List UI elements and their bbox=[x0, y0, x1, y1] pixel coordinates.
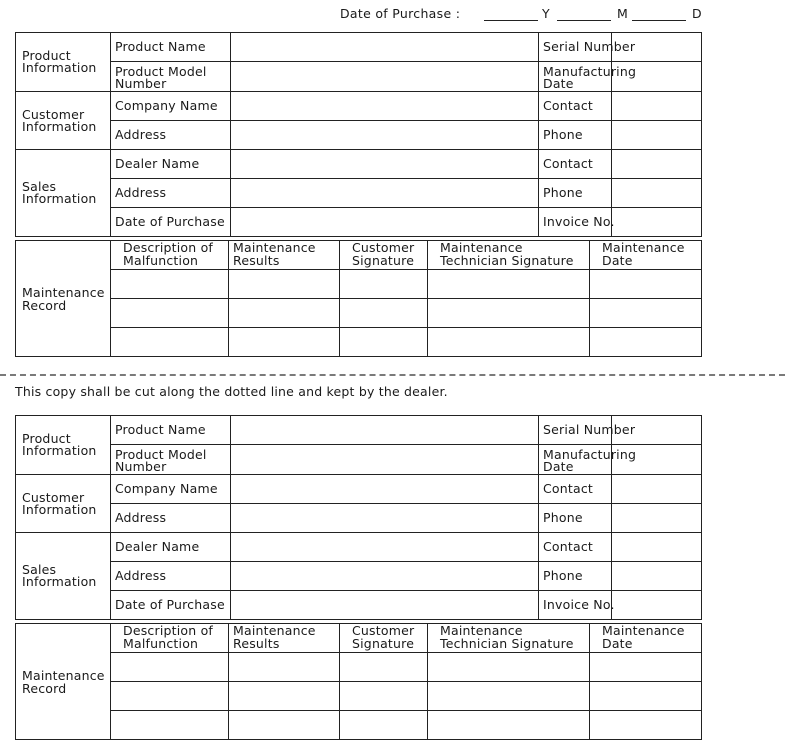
purchase-date-label: Date of Purchase bbox=[111, 208, 231, 237]
maintenance-date-header: Maintenance Date bbox=[590, 624, 702, 653]
year-input[interactable] bbox=[484, 8, 538, 21]
technician-signature-header: Maintenance Technician Signature bbox=[428, 624, 590, 653]
maintenance-date-header: Maintenance Date bbox=[590, 241, 702, 270]
product-model-field[interactable] bbox=[231, 445, 539, 475]
info-table bbox=[15, 32, 702, 237]
product-model-label: Product Model Number bbox=[111, 445, 231, 475]
technician-signature-header: Maintenance Technician Signature bbox=[428, 241, 590, 270]
customer-phone-label: Phone bbox=[539, 121, 612, 150]
day-unit: D bbox=[692, 6, 702, 21]
dealer-phone-field[interactable] bbox=[612, 179, 702, 208]
serial-number-label: Serial Number bbox=[539, 416, 612, 445]
customer-contact-label: Contact bbox=[539, 475, 612, 504]
manufacturing-date-label: Manufacturing Date bbox=[539, 62, 612, 92]
customer-phone-label: Phone bbox=[539, 504, 612, 533]
purchase-date-label: Date of Purchase bbox=[111, 591, 231, 620]
customer-address-field[interactable] bbox=[231, 504, 539, 533]
product-name-field[interactable] bbox=[231, 33, 539, 62]
invoice-number-field[interactable] bbox=[612, 591, 702, 620]
month-unit: M bbox=[617, 6, 628, 21]
date-of-purchase-label: Date of Purchase : bbox=[340, 6, 461, 21]
product-model-label: Product Model Number bbox=[111, 62, 231, 92]
malfunction-header: Description of Malfunction bbox=[111, 624, 229, 653]
invoice-number-label: Invoice No. bbox=[539, 208, 612, 237]
product-name-field[interactable] bbox=[231, 416, 539, 445]
dealer-contact-label: Contact bbox=[539, 533, 612, 562]
results-cell[interactable] bbox=[229, 653, 340, 682]
maintenance-section-label: Maintenance Record bbox=[16, 624, 111, 740]
dealer-name-label: Dealer Name bbox=[111, 150, 231, 179]
maintenance-row bbox=[16, 328, 702, 357]
malfunction-cell[interactable] bbox=[111, 711, 229, 740]
customer-phone-field[interactable] bbox=[612, 121, 702, 150]
customer-signature-cell[interactable] bbox=[340, 653, 428, 682]
customer-phone-field[interactable] bbox=[612, 504, 702, 533]
maintenance-date-cell[interactable] bbox=[590, 711, 702, 740]
product-name-label: Product Name bbox=[111, 416, 231, 445]
customer-signature-header: Customer Signature bbox=[340, 624, 428, 653]
customer-signature-cell[interactable] bbox=[340, 682, 428, 711]
product-section-label: Product Information bbox=[16, 416, 111, 475]
customer-address-label: Address bbox=[111, 504, 231, 533]
dealer-address-label: Address bbox=[111, 562, 231, 591]
technician-signature-cell[interactable] bbox=[428, 653, 590, 682]
technician-signature-cell[interactable] bbox=[428, 270, 590, 299]
dealer-address-field[interactable] bbox=[231, 179, 539, 208]
maintenance-date-cell[interactable] bbox=[590, 270, 702, 299]
results-cell[interactable] bbox=[229, 711, 340, 740]
customer-signature-cell[interactable] bbox=[340, 711, 428, 740]
company-name-field[interactable] bbox=[231, 92, 539, 121]
dealer-phone-label: Phone bbox=[539, 562, 612, 591]
customer-signature-cell[interactable] bbox=[340, 328, 428, 357]
results-header: Maintenance Results bbox=[229, 241, 340, 270]
dealer-name-field[interactable] bbox=[231, 150, 539, 179]
malfunction-cell[interactable] bbox=[111, 270, 229, 299]
dealer-address-field[interactable] bbox=[231, 562, 539, 591]
dealer-contact-field[interactable] bbox=[612, 150, 702, 179]
customer-address-label: Address bbox=[111, 121, 231, 150]
technician-signature-cell[interactable] bbox=[428, 711, 590, 740]
maintenance-date-cell[interactable] bbox=[590, 653, 702, 682]
maintenance-table bbox=[15, 240, 702, 357]
maintenance-table bbox=[15, 623, 702, 740]
company-name-field[interactable] bbox=[231, 475, 539, 504]
customer-section-label: Customer Information bbox=[16, 475, 111, 533]
day-input[interactable] bbox=[632, 8, 686, 21]
technician-signature-cell[interactable] bbox=[428, 328, 590, 357]
technician-signature-cell[interactable] bbox=[428, 299, 590, 328]
results-header: Maintenance Results bbox=[229, 624, 340, 653]
dealer-phone-label: Phone bbox=[539, 179, 612, 208]
purchase-date-field[interactable] bbox=[231, 591, 539, 620]
technician-signature-cell[interactable] bbox=[428, 682, 590, 711]
malfunction-cell[interactable] bbox=[111, 328, 229, 357]
manufacturing-date-label: Manufacturing Date bbox=[539, 445, 612, 475]
info-table bbox=[15, 415, 702, 620]
customer-contact-label: Contact bbox=[539, 92, 612, 121]
customer-signature-cell[interactable] bbox=[340, 299, 428, 328]
malfunction-cell[interactable] bbox=[111, 653, 229, 682]
month-input[interactable] bbox=[557, 8, 611, 21]
results-cell[interactable] bbox=[229, 328, 340, 357]
invoice-number-field[interactable] bbox=[612, 208, 702, 237]
dealer-address-label: Address bbox=[111, 179, 231, 208]
maintenance-row bbox=[16, 653, 702, 682]
dealer-name-label: Dealer Name bbox=[111, 533, 231, 562]
maintenance-date-cell[interactable] bbox=[590, 328, 702, 357]
serial-number-label: Serial Number bbox=[539, 33, 612, 62]
results-cell[interactable] bbox=[229, 682, 340, 711]
customer-contact-field[interactable] bbox=[612, 475, 702, 504]
customer-contact-field[interactable] bbox=[612, 92, 702, 121]
sales-section-label: Sales Information bbox=[16, 533, 111, 620]
cut-instruction-note: This copy shall be cut along the dotted line and kept by the dealer. bbox=[15, 384, 448, 399]
customer-signature-cell[interactable] bbox=[340, 270, 428, 299]
warranty-card-dealer-copy bbox=[15, 415, 701, 740]
invoice-number-label: Invoice No. bbox=[539, 591, 612, 620]
company-name-label: Company Name bbox=[111, 475, 231, 504]
dealer-contact-label: Contact bbox=[539, 150, 612, 179]
customer-signature-header: Customer Signature bbox=[340, 241, 428, 270]
sales-section-label: Sales Information bbox=[16, 150, 111, 237]
maintenance-date-cell[interactable] bbox=[590, 299, 702, 328]
dealer-name-field[interactable] bbox=[231, 533, 539, 562]
results-cell[interactable] bbox=[229, 270, 340, 299]
results-cell[interactable] bbox=[229, 299, 340, 328]
year-unit: Y bbox=[542, 6, 550, 21]
malfunction-header: Description of Malfunction bbox=[111, 241, 229, 270]
malfunction-cell[interactable] bbox=[111, 682, 229, 711]
maintenance-section-label: Maintenance Record bbox=[16, 241, 111, 357]
company-name-label: Company Name bbox=[111, 92, 231, 121]
dealer-contact-field[interactable] bbox=[612, 533, 702, 562]
purchase-date-field[interactable] bbox=[231, 208, 539, 237]
maintenance-row bbox=[16, 299, 702, 328]
maintenance-row bbox=[16, 270, 702, 299]
maintenance-row bbox=[16, 711, 702, 740]
maintenance-row bbox=[16, 682, 702, 711]
customer-address-field[interactable] bbox=[231, 121, 539, 150]
product-model-field[interactable] bbox=[231, 62, 539, 92]
customer-section-label: Customer Information bbox=[16, 92, 111, 150]
malfunction-cell[interactable] bbox=[111, 299, 229, 328]
product-section-label: Product Information bbox=[16, 33, 111, 92]
dotted-cut-line bbox=[0, 374, 785, 376]
product-name-label: Product Name bbox=[111, 33, 231, 62]
maintenance-date-cell[interactable] bbox=[590, 682, 702, 711]
warranty-card-customer-copy bbox=[15, 32, 701, 357]
dealer-phone-field[interactable] bbox=[612, 562, 702, 591]
